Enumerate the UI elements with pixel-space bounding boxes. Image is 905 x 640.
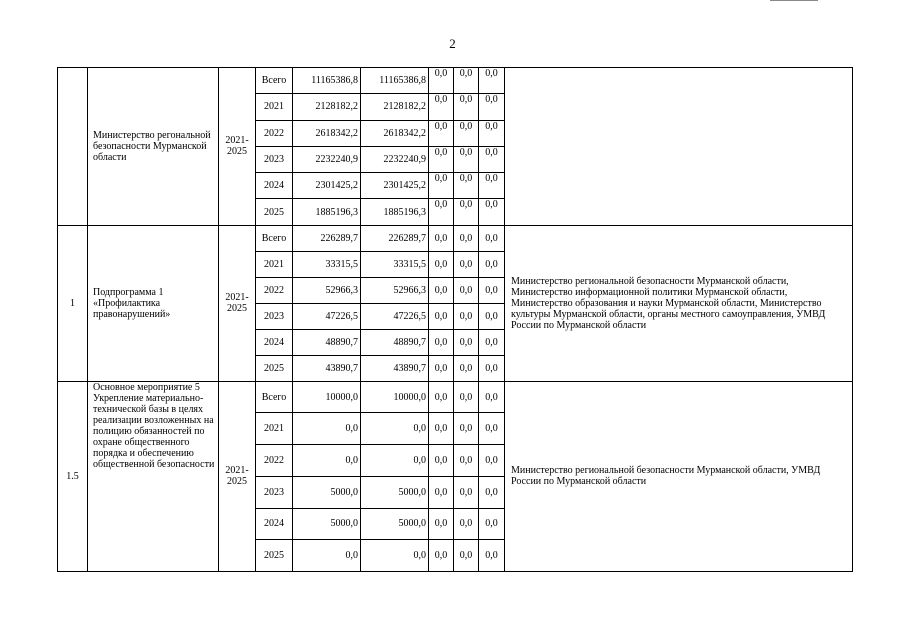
regional-budget-cell: 5000,0	[361, 508, 429, 540]
total-amount-cell: 2232240,9	[293, 146, 361, 172]
regional-budget-cell: 0,0	[361, 413, 429, 445]
local-budget-cell: 0,0	[454, 381, 479, 413]
local-budget-cell: 0,0	[454, 94, 479, 120]
federal-budget-cell: 0,0	[429, 120, 454, 146]
row-number: 1	[58, 225, 88, 381]
other-sources-cell: 0,0	[479, 540, 505, 572]
federal-budget-cell: 0,0	[429, 476, 454, 508]
row-number	[58, 68, 88, 226]
year-cell: 2022	[256, 277, 293, 303]
other-sources-cell: 0,0	[479, 445, 505, 477]
year-cell: 2022	[256, 445, 293, 477]
page-number: 2	[449, 36, 456, 51]
period-cell: 2021-2025	[219, 381, 256, 571]
other-sources-cell: 0,0	[479, 251, 505, 277]
table-section	[58, 381, 853, 571]
federal-budget-cell: 0,0	[429, 94, 454, 120]
total-amount-cell: 0,0	[293, 445, 361, 477]
period-cell: 2021-2025	[219, 225, 256, 381]
regional-budget-cell: 0,0	[361, 445, 429, 477]
regional-budget-cell: 33315,5	[361, 251, 429, 277]
local-budget-cell: 0,0	[454, 476, 479, 508]
local-budget-cell: 0,0	[454, 445, 479, 477]
other-sources-cell: 0,0	[479, 355, 505, 381]
total-amount-cell: 43890,7	[293, 355, 361, 381]
year-cell: 2023	[256, 146, 293, 172]
local-budget-cell: 0,0	[454, 540, 479, 572]
year-cell: Всего	[256, 225, 293, 251]
regional-budget-cell: 226289,7	[361, 225, 429, 251]
local-budget-cell: 0,0	[454, 329, 479, 355]
year-cell: 2024	[256, 173, 293, 199]
regional-budget-cell: 11165386,8	[361, 68, 429, 94]
total-amount-cell: 2301425,2	[293, 173, 361, 199]
federal-budget-cell: 0,0	[429, 173, 454, 199]
federal-budget-cell: 0,0	[429, 445, 454, 477]
local-budget-cell: 0,0	[454, 355, 479, 381]
funding-table	[57, 67, 853, 572]
total-amount-cell: 2618342,2	[293, 120, 361, 146]
federal-budget-cell: 0,0	[429, 303, 454, 329]
total-amount-cell: 5000,0	[293, 476, 361, 508]
year-cell: Всего	[256, 68, 293, 94]
total-amount-cell: 11165386,8	[293, 68, 361, 94]
year-cell: Всего	[256, 381, 293, 413]
total-amount-cell: 2128182,2	[293, 94, 361, 120]
executor-cell: Министерство региональной безопасности Мурманской области, УМВД России по Мурманской области	[505, 381, 853, 571]
regional-budget-cell: 52966,3	[361, 277, 429, 303]
federal-budget-cell: 0,0	[429, 251, 454, 277]
other-sources-cell: 0,0	[479, 508, 505, 540]
executor-cell: Министерство региональной безопасности Мурманской области, Министерство информационной политики Мурманской области, Министерство образования и науки Мурманской области, Министерство культуры Мурманской области, органы местного самоуправления, УМВД России по Мурманской области	[505, 225, 853, 381]
federal-budget-cell: 0,0	[429, 413, 454, 445]
local-budget-cell: 0,0	[454, 413, 479, 445]
year-cell: 2022	[256, 120, 293, 146]
year-cell: 2024	[256, 508, 293, 540]
total-amount-cell: 1885196,3	[293, 199, 361, 225]
federal-budget-cell: 0,0	[429, 540, 454, 572]
other-sources-cell: 0,0	[479, 277, 505, 303]
regional-budget-cell: 5000,0	[361, 476, 429, 508]
year-cell: 2025	[256, 540, 293, 572]
federal-budget-cell: 0,0	[429, 381, 454, 413]
total-amount-cell: 10000,0	[293, 381, 361, 413]
regional-budget-cell: 2618342,2	[361, 120, 429, 146]
regional-budget-cell: 48890,7	[361, 329, 429, 355]
federal-budget-cell: 0,0	[429, 508, 454, 540]
table-row	[58, 381, 853, 413]
regional-budget-cell: 2232240,9	[361, 146, 429, 172]
other-sources-cell: 0,0	[479, 199, 505, 225]
row-name: Министерство регональной безопасности Мурманской области	[88, 68, 219, 226]
local-budget-cell: 0,0	[454, 68, 479, 94]
row-name: Основное мероприятие 5 Укрепление материально-технической базы в целях реализации возложенных на полицию обязанностей по охране общественного порядка и обеспечению общественной безопасности	[88, 381, 219, 571]
other-sources-cell: 0,0	[479, 381, 505, 413]
table-section	[58, 68, 853, 226]
federal-budget-cell: 0,0	[429, 277, 454, 303]
local-budget-cell: 0,0	[454, 146, 479, 172]
row-name: Подпрограмма 1 «Профилактика правонарушений»	[88, 225, 219, 381]
local-budget-cell: 0,0	[454, 508, 479, 540]
year-cell: 2021	[256, 251, 293, 277]
other-sources-cell: 0,0	[479, 120, 505, 146]
local-budget-cell: 0,0	[454, 225, 479, 251]
federal-budget-cell: 0,0	[429, 225, 454, 251]
local-budget-cell: 0,0	[454, 120, 479, 146]
local-budget-cell: 0,0	[454, 303, 479, 329]
year-cell: 2021	[256, 94, 293, 120]
total-amount-cell: 5000,0	[293, 508, 361, 540]
other-sources-cell: 0,0	[479, 68, 505, 94]
year-cell: 2023	[256, 303, 293, 329]
federal-budget-cell: 0,0	[429, 355, 454, 381]
local-budget-cell: 0,0	[454, 277, 479, 303]
other-sources-cell: 0,0	[479, 303, 505, 329]
total-amount-cell: 47226,5	[293, 303, 361, 329]
local-budget-cell: 0,0	[454, 251, 479, 277]
total-amount-cell: 33315,5	[293, 251, 361, 277]
federal-budget-cell: 0,0	[429, 199, 454, 225]
regional-budget-cell: 2301425,2	[361, 173, 429, 199]
local-budget-cell: 0,0	[454, 199, 479, 225]
other-sources-cell: 0,0	[479, 146, 505, 172]
other-sources-cell: 0,0	[479, 225, 505, 251]
other-sources-cell: 0,0	[479, 329, 505, 355]
row-number: 1.5	[58, 381, 88, 571]
top-edge-line	[770, 0, 818, 1]
federal-budget-cell: 0,0	[429, 68, 454, 94]
local-budget-cell: 0,0	[454, 173, 479, 199]
total-amount-cell: 52966,3	[293, 277, 361, 303]
other-sources-cell: 0,0	[479, 413, 505, 445]
total-amount-cell: 226289,7	[293, 225, 361, 251]
period-cell: 2021-2025	[219, 68, 256, 226]
table-row	[58, 68, 853, 94]
table-row	[58, 225, 853, 251]
regional-budget-cell: 2128182,2	[361, 94, 429, 120]
year-cell: 2024	[256, 329, 293, 355]
year-cell: 2025	[256, 355, 293, 381]
table-section	[58, 225, 853, 381]
regional-budget-cell: 43890,7	[361, 355, 429, 381]
total-amount-cell: 0,0	[293, 413, 361, 445]
federal-budget-cell: 0,0	[429, 329, 454, 355]
year-cell: 2021	[256, 413, 293, 445]
regional-budget-cell: 1885196,3	[361, 199, 429, 225]
year-cell: 2023	[256, 476, 293, 508]
executor-cell	[505, 68, 853, 226]
regional-budget-cell: 0,0	[361, 540, 429, 572]
year-cell: 2025	[256, 199, 293, 225]
regional-budget-cell: 47226,5	[361, 303, 429, 329]
federal-budget-cell: 0,0	[429, 146, 454, 172]
other-sources-cell: 0,0	[479, 173, 505, 199]
other-sources-cell: 0,0	[479, 94, 505, 120]
total-amount-cell: 0,0	[293, 540, 361, 572]
other-sources-cell: 0,0	[479, 476, 505, 508]
total-amount-cell: 48890,7	[293, 329, 361, 355]
regional-budget-cell: 10000,0	[361, 381, 429, 413]
